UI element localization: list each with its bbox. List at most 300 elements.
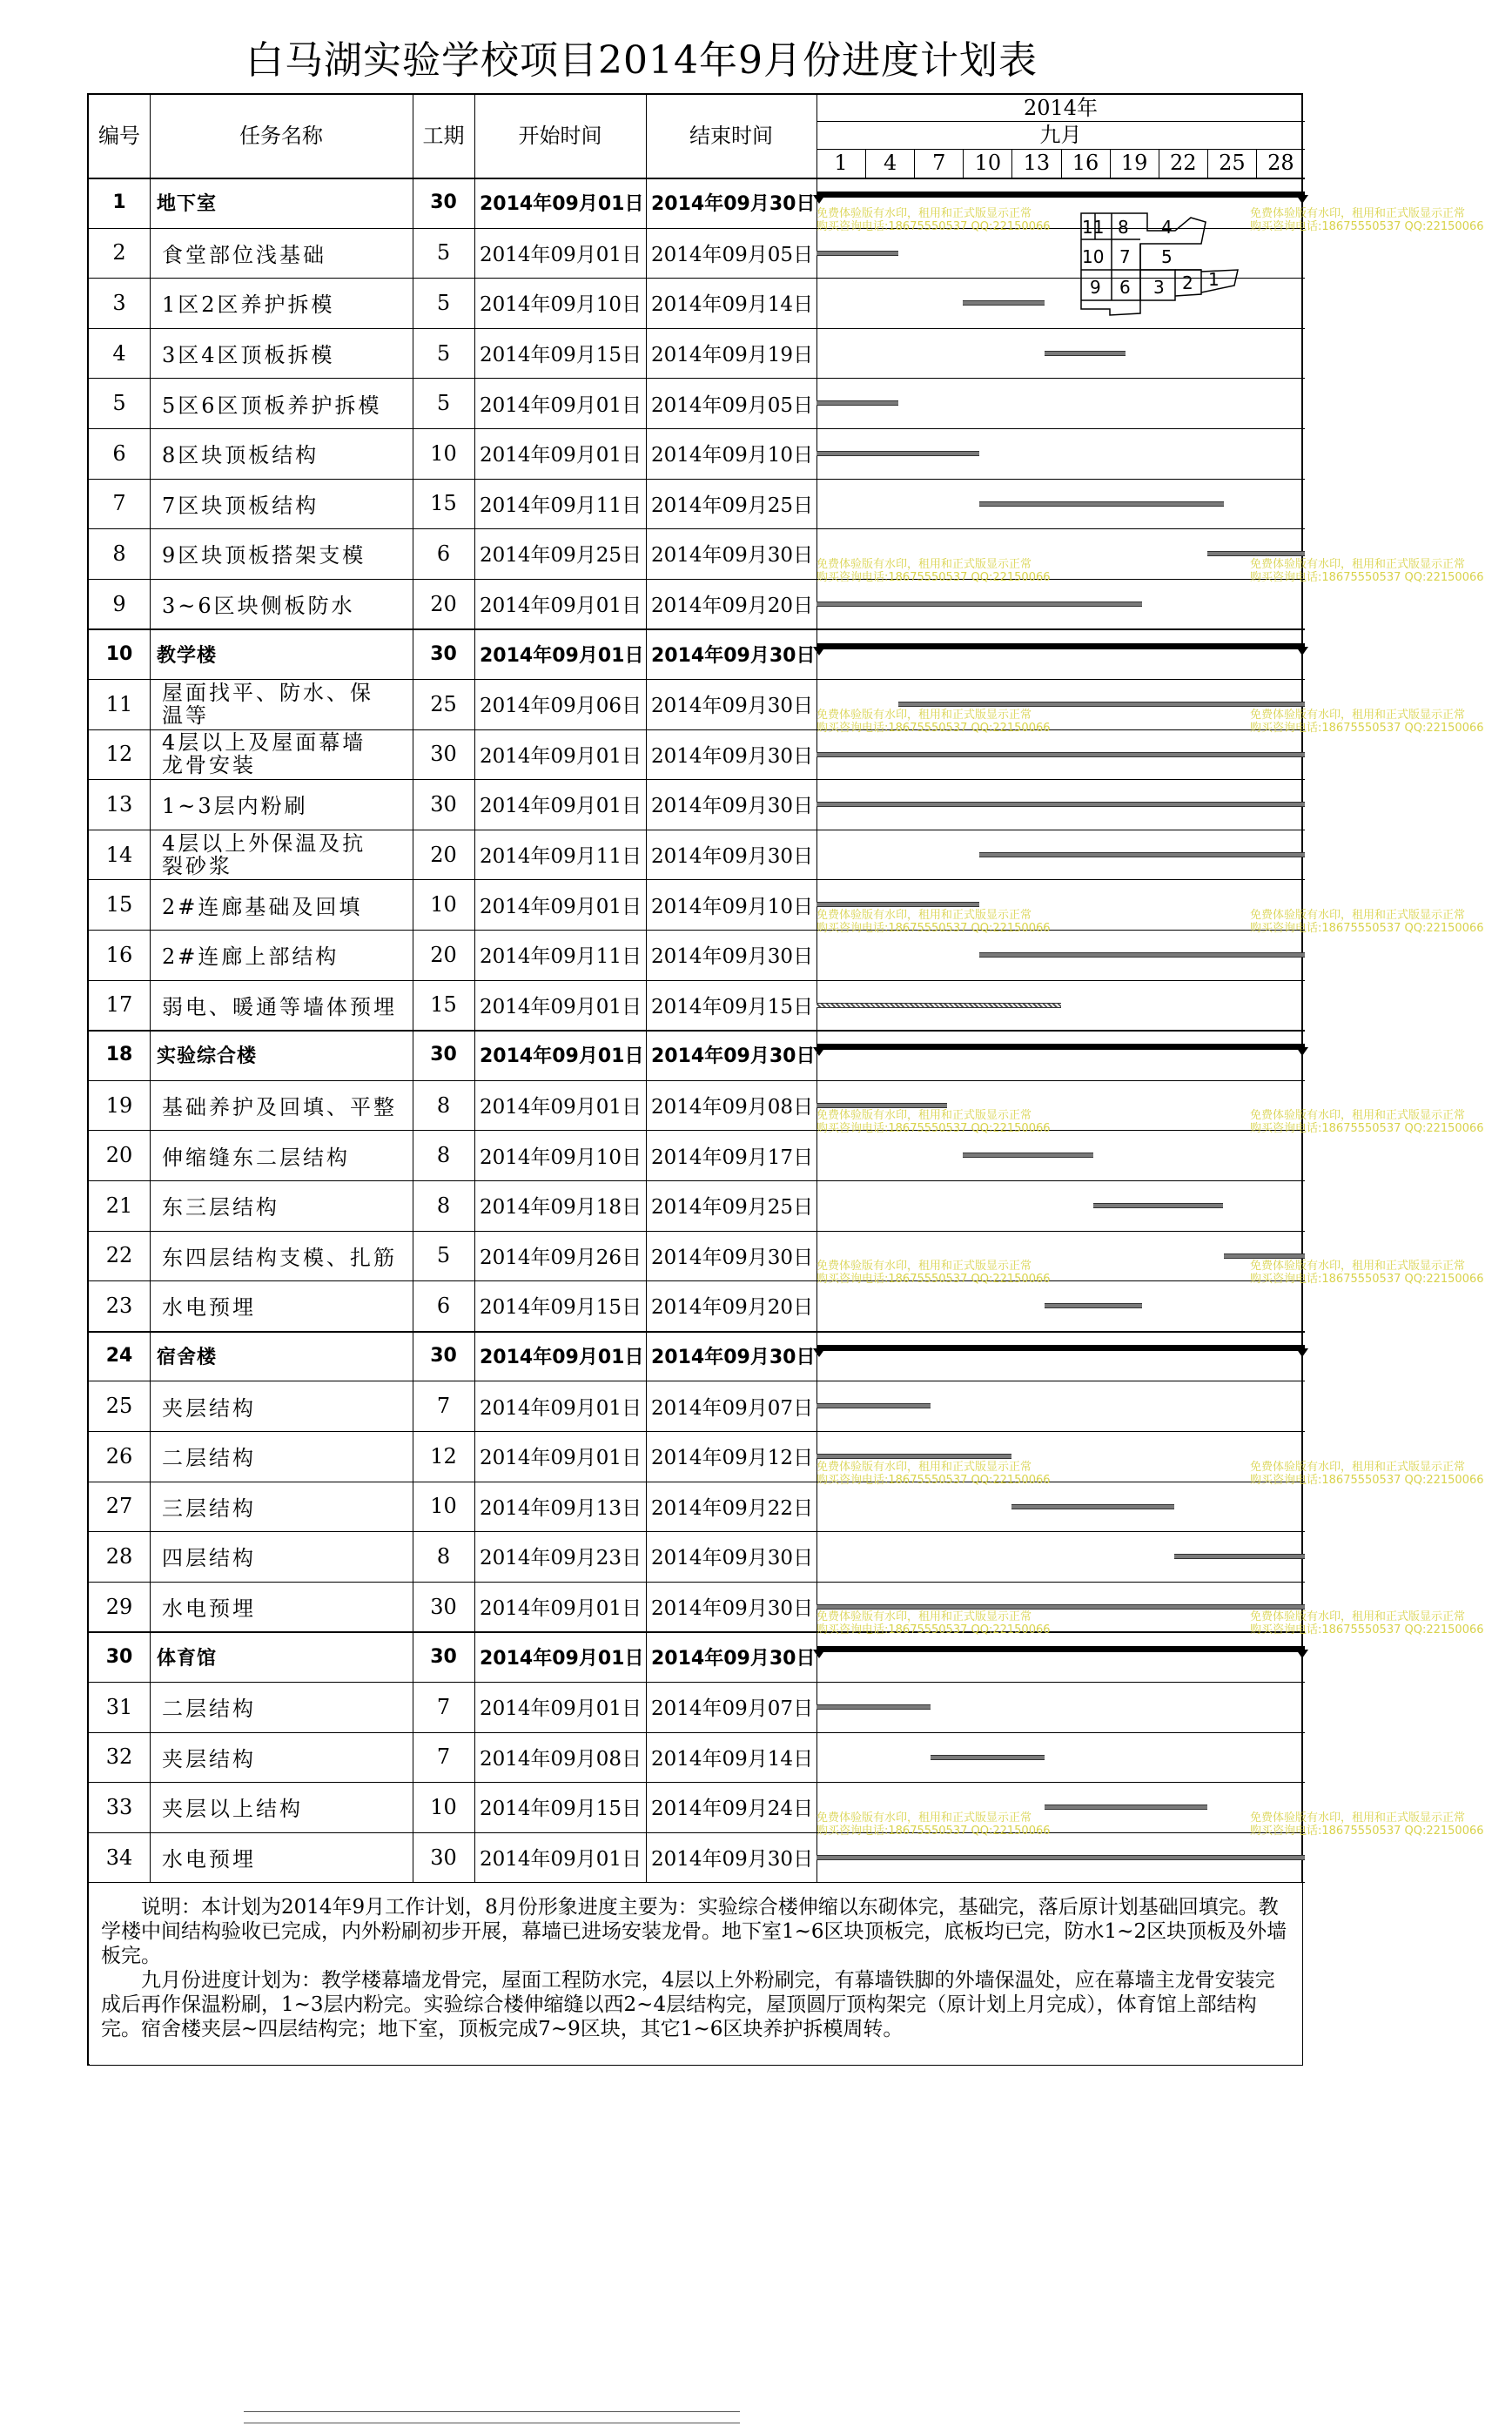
task-name-cell: [150, 1331, 413, 1381]
task-number: 6: [112, 440, 126, 466]
header-end: 结束时间: [689, 124, 773, 148]
task-row: [89, 1782, 1305, 1832]
task-start-date: 2014年09月11日: [480, 494, 642, 517]
task-end-date-cell: [646, 228, 816, 279]
summary-end-marker: [1296, 1650, 1308, 1658]
task-start-date-cell: [474, 628, 646, 679]
task-end-date-cell: [646, 479, 816, 529]
task-row: [89, 1381, 1305, 1431]
task-start-date-cell: [474, 1631, 646, 1682]
site-zone-label: 9: [1090, 277, 1101, 298]
task-duration: 15: [430, 491, 457, 516]
task-name-cell: [150, 1080, 413, 1131]
summary-start-marker: [813, 647, 825, 655]
task-start-date: 2014年09月01日: [480, 1096, 642, 1119]
task-end-date: 2014年09月25日: [651, 1196, 814, 1220]
site-zone-label: 1: [1208, 269, 1220, 290]
task-number: 33: [105, 1794, 133, 1819]
task-bar: [816, 400, 898, 406]
task-name-cell: [150, 930, 413, 980]
task-number-cell: [89, 579, 150, 629]
task-end-date: 2014年09月30日: [651, 695, 814, 718]
task-duration-cell: [413, 779, 474, 830]
task-start-date-cell: [474, 1782, 646, 1832]
gantt-day-label: 19: [1110, 149, 1159, 178]
task-name: 实验综合楼: [157, 1045, 258, 1068]
task-end-date-cell: [646, 1782, 816, 1832]
task-duration: 5: [436, 290, 451, 315]
task-row: [89, 1180, 1305, 1231]
task-duration: 30: [430, 1594, 457, 1619]
task-start-date-cell: [474, 1180, 646, 1231]
gantt-day-label: 22: [1159, 149, 1207, 178]
task-end-date: 2014年09月25日: [651, 494, 814, 517]
task-end-date-cell: [646, 428, 816, 479]
task-end-date-cell: [646, 1732, 816, 1783]
task-end-date: 2014年09月10日: [651, 895, 814, 918]
task-end-date: 2014年09月14日: [651, 293, 814, 317]
task-start-date-cell: [474, 1582, 646, 1632]
task-number-cell: [89, 1631, 150, 1682]
task-bar: [1045, 1805, 1207, 1810]
task-end-date: 2014年09月30日: [651, 193, 816, 216]
task-name: 教学楼: [157, 644, 218, 667]
task-row: [89, 779, 1305, 830]
watermark-line: 购买咨询电话:18675550537 QQ:22150066: [816, 721, 1051, 735]
task-start-date: 2014年09月26日: [480, 1246, 642, 1269]
task-end-date-cell: [646, 1180, 816, 1231]
task-number: 15: [105, 892, 133, 917]
task-bar: [1011, 1504, 1174, 1509]
task-bar: [816, 1704, 931, 1710]
task-start-date-cell: [474, 879, 646, 930]
summary-end-marker: [1296, 1047, 1308, 1056]
task-name: 7区块顶板结构: [162, 493, 319, 518]
task-duration-cell: [413, 328, 474, 379]
gantt-day-label: 7: [914, 149, 963, 178]
task-duration-cell: [413, 930, 474, 980]
task-number-cell: [89, 328, 150, 379]
header-task: 任务名称: [239, 124, 323, 148]
task-duration-cell: [413, 428, 474, 479]
task-duration: 8: [436, 1543, 451, 1569]
summary-start-marker: [813, 1047, 825, 1056]
task-bar: [816, 1604, 1305, 1610]
task-end-date: 2014年09月30日: [651, 945, 814, 969]
task-name: 屋面找平、防水、保温等: [162, 680, 373, 728]
task-start-date-cell: [474, 1130, 646, 1180]
task-name-cell: [150, 528, 413, 579]
task-number: 3: [112, 290, 126, 315]
task-duration: 8: [436, 1143, 451, 1168]
task-duration-cell: [413, 1482, 474, 1532]
task-duration: 5: [436, 391, 451, 416]
task-number: 8: [112, 541, 126, 566]
summary-bar: [816, 192, 1305, 198]
task-bar: [816, 602, 1142, 607]
watermark-line: 购买咨询电话:18675550537 QQ:22150066: [816, 1473, 1051, 1487]
watermark: [816, 709, 1051, 735]
task-name: 夹层结构: [162, 1746, 256, 1771]
task-name: 2#连廊上部结构: [162, 944, 339, 970]
task-duration-cell: [413, 1582, 474, 1632]
task-number: 20: [105, 1143, 133, 1168]
task-start-date-cell: [474, 428, 646, 479]
task-bar: [963, 300, 1045, 306]
task-duration-cell: [413, 1231, 474, 1281]
task-end-date-cell: [646, 779, 816, 830]
task-name: 3~6区块侧板防水: [162, 594, 355, 619]
watermark-line: 免费体验版有水印，租用和正式版显示正常: [1250, 557, 1466, 571]
task-name-cell: [150, 1231, 413, 1281]
task-bar: [1224, 1253, 1306, 1259]
task-start-date: 2014年09月18日: [480, 1196, 642, 1220]
task-name: 3区4区顶板拆模: [162, 343, 335, 368]
watermark-line: 购买咨询电话:18675550537 QQ:22150066: [1250, 721, 1484, 735]
task-start-date-cell: [474, 1682, 646, 1732]
task-name: 食堂部位浅基础: [162, 242, 326, 267]
task-start-date: 2014年09月08日: [480, 1747, 642, 1771]
task-number-cell: [89, 830, 150, 880]
summary-start-marker: [813, 1650, 825, 1658]
watermark-line: 免费体验版有水印，租用和正式版显示正常: [1250, 1610, 1466, 1624]
task-number: 27: [105, 1494, 133, 1519]
task-bar: [979, 852, 1305, 857]
task-duration: 15: [430, 992, 457, 1018]
task-row: [89, 879, 1305, 930]
task-number: 34: [105, 1845, 133, 1870]
watermark-line: 免费体验版有水印，租用和正式版显示正常: [1250, 1260, 1466, 1274]
summary-bar: [816, 1044, 1305, 1050]
task-start-date-cell: [474, 1231, 646, 1281]
task-name: 夹层以上结构: [162, 1797, 303, 1822]
watermark-line: 购买咨询电话:18675550537 QQ:22150066: [1250, 219, 1484, 233]
task-start-date: 2014年09月15日: [480, 1296, 642, 1320]
task-number-cell: [89, 228, 150, 279]
task-end-date-cell: [646, 328, 816, 379]
task-bar: [1174, 1554, 1305, 1559]
task-end-date: 2014年09月20日: [651, 1296, 814, 1320]
task-end-date: 2014年09月30日: [651, 1597, 814, 1621]
task-duration-cell: [413, 1280, 474, 1331]
watermark: [816, 1811, 1051, 1838]
task-duration: 25: [430, 691, 457, 716]
task-start-date: 2014年09月01日: [480, 1647, 644, 1670]
task-duration-cell: [413, 879, 474, 930]
task-name-cell: [150, 328, 413, 379]
watermark-line: 购买咨询电话:18675550537 QQ:22150066: [816, 922, 1051, 935]
watermark: [816, 909, 1051, 935]
gantt-day-label: 13: [1011, 149, 1060, 178]
task-duration-cell: [413, 980, 474, 1031]
watermark-line: 购买咨询电话:18675550537 QQ:22150066: [816, 1273, 1051, 1287]
task-start-date: 2014年09月25日: [480, 544, 642, 568]
task-start-date: 2014年09月01日: [480, 193, 644, 216]
task-duration-cell: [413, 1631, 474, 1682]
task-end-date-cell: [646, 1431, 816, 1482]
task-end-date-cell: [646, 1682, 816, 1732]
task-name: 5区6区顶板养护拆模: [162, 393, 382, 418]
task-start-date-cell: [474, 1482, 646, 1532]
task-name: 4层以上及屋面幕墙龙骨安装: [162, 730, 366, 778]
summary-bar: [816, 1646, 1305, 1652]
summary-task-row: [89, 1030, 1305, 1080]
task-number: 19: [105, 1092, 133, 1118]
watermark-line: 免费体验版有水印，租用和正式版显示正常: [816, 909, 1032, 922]
watermark-line: 购买咨询电话:18675550537 QQ:22150066: [1250, 1623, 1484, 1637]
task-number: 13: [105, 791, 133, 817]
task-name: 8区块顶板结构: [162, 443, 319, 468]
site-zone-label: 11: [1082, 217, 1105, 238]
watermark-line: 免费体验版有水印，租用和正式版显示正常: [816, 1109, 1032, 1123]
note-paragraph-2: 九月份进度计划为：教学楼幕墙龙骨完，屋面工程防水完，4层以上外粉刷完，有幕墙铁脚的外墙保温处，应在幕墙主龙骨安装完成后再作保温粉刷，1~3层内粉完。实验综合楼伸缩缝以西2~4层结构完，屋顶圆厅顶构架完（原计划上月完成），体育馆上部结构完。宿舍楼夹层~四层结构完；地下室，顶板完成7~9区块，其它1~6区块养护拆模周转。: [101, 1969, 1275, 2040]
task-name: 四层结构: [162, 1546, 256, 1571]
task-duration: 30: [430, 1044, 457, 1066]
task-row: [89, 1531, 1305, 1582]
task-number: 12: [105, 742, 133, 767]
task-end-date: 2014年09月14日: [651, 1747, 814, 1771]
notes-section: [87, 1883, 1303, 2066]
task-name-cell: [150, 1531, 413, 1582]
summary-end-marker: [1296, 1348, 1308, 1357]
task-name: 9区块顶板搭架支模: [162, 543, 366, 568]
watermark: [816, 558, 1051, 584]
task-end-date: 2014年09月30日: [651, 1647, 816, 1670]
task-end-date-cell: [646, 1482, 816, 1532]
task-row: [89, 1231, 1305, 1281]
task-start-date-cell: [474, 980, 646, 1031]
task-end-date-cell: [646, 1030, 816, 1080]
task-end-date-cell: [646, 1130, 816, 1180]
task-number: 29: [105, 1594, 133, 1619]
task-number-cell: [89, 1832, 150, 1883]
task-duration-cell: [413, 278, 474, 328]
task-start-date: 2014年09月06日: [480, 695, 642, 718]
task-number-cell: [89, 779, 150, 830]
task-number-cell: [89, 1030, 150, 1080]
task-name: 4层以上外保温及抗裂砂浆: [162, 830, 366, 878]
task-duration-cell: [413, 528, 474, 579]
task-name: 三层结构: [162, 1495, 256, 1521]
watermark-line: 免费体验版有水印，租用和正式版显示正常: [1250, 1109, 1466, 1123]
task-start-date-cell: [474, 1080, 646, 1131]
task-duration: 30: [430, 642, 457, 665]
task-start-date: 2014年09月01日: [480, 644, 644, 667]
task-end-date: 2014年09月30日: [651, 1246, 814, 1269]
task-end-date: 2014年09月12日: [651, 1447, 814, 1470]
task-duration-cell: [413, 1531, 474, 1582]
task-duration: 30: [430, 1845, 457, 1870]
watermark-line: 购买咨询电话:18675550537 QQ:22150066: [816, 570, 1051, 584]
task-start-date-cell: [474, 1381, 646, 1431]
task-end-date: 2014年09月30日: [651, 1347, 816, 1369]
task-start-date: 2014年09月11日: [480, 845, 642, 869]
task-number-cell: [89, 980, 150, 1031]
task-start-date: 2014年09月10日: [480, 293, 642, 317]
watermark: [816, 1260, 1051, 1286]
task-end-date: 2014年09月30日: [651, 544, 814, 568]
task-row: [89, 830, 1305, 880]
watermark-line: 购买咨询电话:18675550537 QQ:22150066: [816, 1623, 1051, 1637]
task-duration-cell: [413, 1782, 474, 1832]
task-number: 32: [105, 1744, 133, 1770]
task-name-cell: [150, 1631, 413, 1682]
task-duration: 20: [430, 942, 457, 967]
task-end-date-cell: [646, 1231, 816, 1281]
task-start-date-cell: [474, 579, 646, 629]
task-duration-cell: [413, 579, 474, 629]
task-duration: 7: [436, 1744, 451, 1770]
task-name-cell: [150, 428, 413, 479]
task-row: [89, 729, 1305, 780]
task-number-cell: [89, 1582, 150, 1632]
summary-end-marker: [1296, 195, 1308, 204]
task-start-date-cell: [474, 1832, 646, 1883]
task-end-date: 2014年09月20日: [651, 595, 814, 618]
task-start-date: 2014年09月23日: [480, 1547, 642, 1570]
task-number: 16: [105, 942, 133, 967]
task-name: 二层结构: [162, 1697, 256, 1722]
watermark-line: 免费体验版有水印，租用和正式版显示正常: [1250, 1460, 1466, 1474]
task-duration: 8: [436, 1193, 451, 1218]
task-start-date: 2014年09月01日: [480, 1597, 642, 1621]
task-duration-cell: [413, 729, 474, 780]
task-bar: [816, 1403, 931, 1408]
task-name: 伸缩缝东二层结构: [162, 1145, 350, 1170]
gantt-year: 2014年: [1023, 96, 1099, 120]
task-number: 22: [105, 1243, 133, 1268]
task-start-date: 2014年09月01日: [480, 744, 642, 768]
watermark-line: 免费体验版有水印，租用和正式版显示正常: [816, 557, 1032, 571]
footer-rule: [244, 2411, 740, 2423]
task-bar: [1093, 1203, 1224, 1208]
task-end-date-cell: [646, 378, 816, 428]
task-start-date: 2014年09月01日: [480, 393, 642, 417]
task-number-cell: [89, 1231, 150, 1281]
task-name-cell: [150, 228, 413, 279]
task-name-cell: [150, 378, 413, 428]
task-end-date: 2014年09月17日: [651, 1146, 814, 1169]
watermark-line: 购买咨询电话:18675550537 QQ:22150066: [1250, 922, 1484, 935]
task-start-date: 2014年09月01日: [480, 1697, 642, 1721]
task-end-date: 2014年09月07日: [651, 1697, 814, 1721]
task-start-date-cell: [474, 729, 646, 780]
task-name-cell: [150, 1381, 413, 1431]
task-number-cell: [89, 378, 150, 428]
site-zone-label: 10: [1082, 246, 1105, 267]
summary-start-marker: [813, 195, 825, 204]
watermark: [1250, 1461, 1484, 1487]
task-duration-cell: [413, 1431, 474, 1482]
task-number-cell: [89, 278, 150, 328]
task-number: 11: [105, 691, 133, 716]
task-duration-cell: [413, 178, 474, 228]
task-row: [89, 1732, 1305, 1783]
task-number: 23: [105, 1293, 133, 1318]
gantt-month: 九月: [1039, 123, 1082, 147]
task-number: 1: [112, 192, 126, 214]
task-duration-cell: [413, 628, 474, 679]
task-start-date: 2014年09月01日: [480, 1396, 642, 1420]
watermark: [1250, 909, 1484, 935]
task-start-date-cell: [474, 328, 646, 379]
watermark: [816, 207, 1051, 233]
task-name-cell: [150, 579, 413, 629]
task-name: 水电预埋: [162, 1847, 256, 1872]
task-start-date: 2014年09月01日: [480, 595, 642, 618]
watermark: [1250, 1109, 1484, 1135]
task-duration: 7: [436, 1694, 451, 1719]
task-number: 18: [105, 1044, 133, 1066]
task-name: 2#连廊基础及回填: [162, 894, 363, 919]
task-end-date-cell: [646, 1582, 816, 1632]
task-number: 10: [105, 642, 133, 665]
task-start-date: 2014年09月13日: [480, 1496, 642, 1520]
task-start-date-cell: [474, 1331, 646, 1381]
task-name-cell: [150, 679, 413, 729]
task-name-cell: [150, 178, 413, 228]
task-name-cell: [150, 1582, 413, 1632]
task-number-cell: [89, 729, 150, 780]
task-duration: 12: [430, 1443, 457, 1469]
task-number-cell: [89, 930, 150, 980]
task-duration-cell: [413, 479, 474, 529]
task-name: 夹层结构: [162, 1395, 256, 1421]
task-bar: [816, 451, 979, 456]
task-name-cell: [150, 779, 413, 830]
task-number: 30: [105, 1645, 133, 1668]
task-row: [89, 679, 1305, 729]
task-bar: [816, 1103, 947, 1108]
task-number-cell: [89, 1381, 150, 1431]
watermark: [1250, 1260, 1484, 1286]
task-name: 弱电、暖通等墙体预埋: [162, 994, 397, 1019]
task-end-date-cell: [646, 930, 816, 980]
watermark-line: 购买咨询电话:18675550537 QQ:22150066: [1250, 1824, 1484, 1838]
task-number-cell: [89, 428, 150, 479]
task-end-date-cell: [646, 830, 816, 880]
task-name: 水电预埋: [162, 1295, 256, 1321]
task-name-cell: [150, 1682, 413, 1732]
task-end-date: 2014年09月30日: [651, 1547, 814, 1570]
site-zone-label: 8: [1118, 217, 1129, 238]
gantt-day-label: 28: [1256, 149, 1305, 178]
task-start-date-cell: [474, 930, 646, 980]
task-row: [89, 579, 1305, 629]
task-end-date: 2014年09月30日: [651, 644, 816, 667]
task-duration-cell: [413, 1331, 474, 1381]
task-number-cell: [89, 1482, 150, 1532]
task-name: 宿舍楼: [157, 1347, 218, 1369]
task-name: 1~3层内粉刷: [162, 794, 308, 819]
site-zone-label: 3: [1153, 277, 1165, 298]
summary-bar: [816, 643, 1305, 649]
task-number: 26: [105, 1443, 133, 1469]
watermark-line: 免费体验版有水印，租用和正式版显示正常: [1250, 1811, 1466, 1825]
task-number: 14: [105, 842, 133, 867]
task-number-cell: [89, 1782, 150, 1832]
watermark: [1250, 1610, 1484, 1637]
task-start-date: 2014年09月01日: [480, 795, 642, 818]
gantt-day-label: 1: [834, 151, 848, 175]
task-start-date: 2014年09月10日: [480, 1146, 642, 1169]
watermark: [816, 1461, 1051, 1487]
watermark: [1250, 207, 1484, 233]
task-duration: 5: [436, 340, 451, 366]
task-bar: [816, 902, 979, 907]
watermark-line: 购买咨询电话:18675550537 QQ:22150066: [816, 1824, 1051, 1838]
site-zone-label: 2: [1182, 272, 1193, 293]
